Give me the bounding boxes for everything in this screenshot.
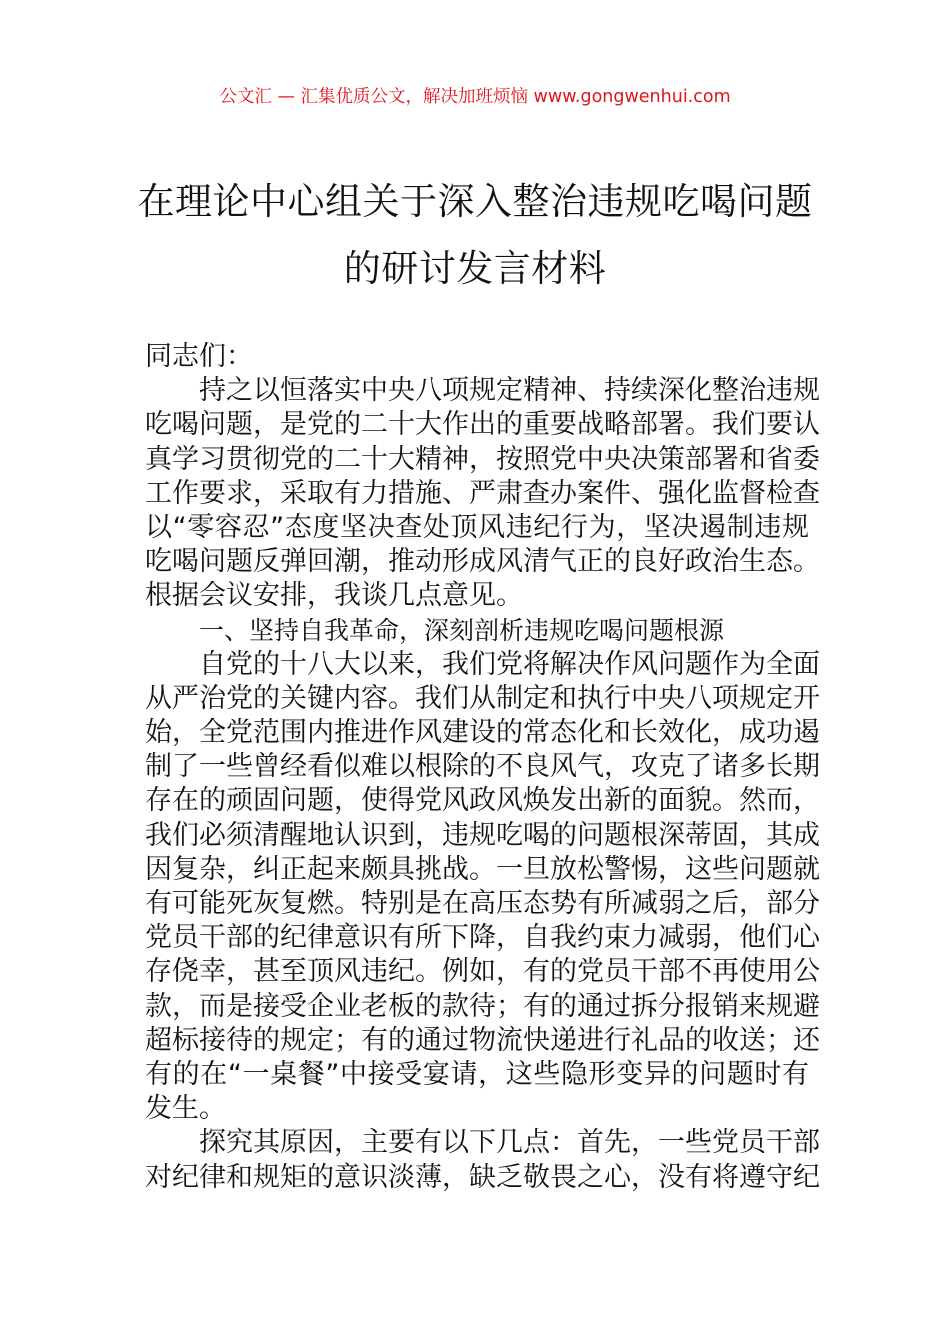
paragraph-line: 自党的十八大以来，我们党将解决作风问题作为全面 [199,648,820,680]
paragraph-line: 工作要求，采取有力措施、严肃查办案件、强化监督检查 [145,477,820,509]
paragraph-line: 从严治党的关键内容。我们从制定和执行中央八项规定开 [145,682,820,714]
paragraph-line: 款，而是接受企业老板的款待；有的通过拆分报销来规避 [145,990,820,1022]
paragraph-line: 始，全党范围内推进作风建设的常态化和长效化，成功遏 [145,717,820,749]
paragraph-line: 制了一些曾经看似难以根除的不良风气，攻克了诸多长期 [145,751,820,783]
paragraph-line: 吃喝问题反弹回潮，推动形成风清气正的良好政治生态。 [145,546,820,578]
paragraph-line: 以“零容忍”态度坚决查处顶风违纪行为，坚决遏制违规 [145,511,809,543]
paragraph-line: 存侥幸，甚至顶风违纪。例如，有的党员干部不再使用公 [145,956,820,988]
paragraph-line: 超标接待的规定；有的通过物流快递进行礼品的收送；还 [145,1024,820,1056]
paragraph-line: 有可能死灰复燃。特别是在高压态势有所减弱之后，部分 [145,888,820,919]
paragraph-line: 我们必须清醒地认识到，违规吃喝的问题根深蒂固，其成 [145,819,820,851]
paragraph-line: 吃喝问题，是党的二十大作出的重要战略部署。我们要认 [145,409,820,441]
paragraph-line: 党员干部的纪律意识有所下降，自我约束力减弱，他们心 [145,922,820,954]
section-heading: 一、坚持自我革命，深刻剖析违规吃喝问题根源 [199,615,725,645]
site-banner: 公文汇 — 汇集优质公文，解决加班烦恼 www.gongwenhui.com [219,87,731,107]
salutation: 同志们： [145,341,253,372]
paragraph-line: 因复杂，纠正起来颇具挑战。一旦放松警惕，这些问题就 [145,853,820,885]
paragraph-line: 真学习贯彻党的二十大精神，按照党中央决策部署和省委 [145,443,820,475]
paragraph-line: 存在的顽固问题，使得党风政风焕发出新的面貌。然而， [145,785,820,817]
paragraph-line: 发生。 [145,1093,226,1125]
paragraph-line: 探究其原因，主要有以下几点：首先，一些党员干部 [199,1127,820,1159]
paragraph-line: 持之以恒落实中央八项规定精神、持续深化整治违规 [199,375,820,407]
paragraph-line: 对纪律和规矩的意识淡薄，缺乏敬畏之心，没有将遵守纪 [145,1161,820,1193]
document-title-line-2: 的研讨发言材料 [343,247,607,290]
document-body [145,340,820,1195]
document-title-line-1: 在理论中心组关于深入整治违规吃喝问题 [137,180,813,223]
paragraph-line: 有的在“一桌餐”中接受宴请，这些隐形变异的问题时有 [145,1058,809,1090]
paragraph-line: 根据会议安排，我谈几点意见。 [145,580,523,612]
